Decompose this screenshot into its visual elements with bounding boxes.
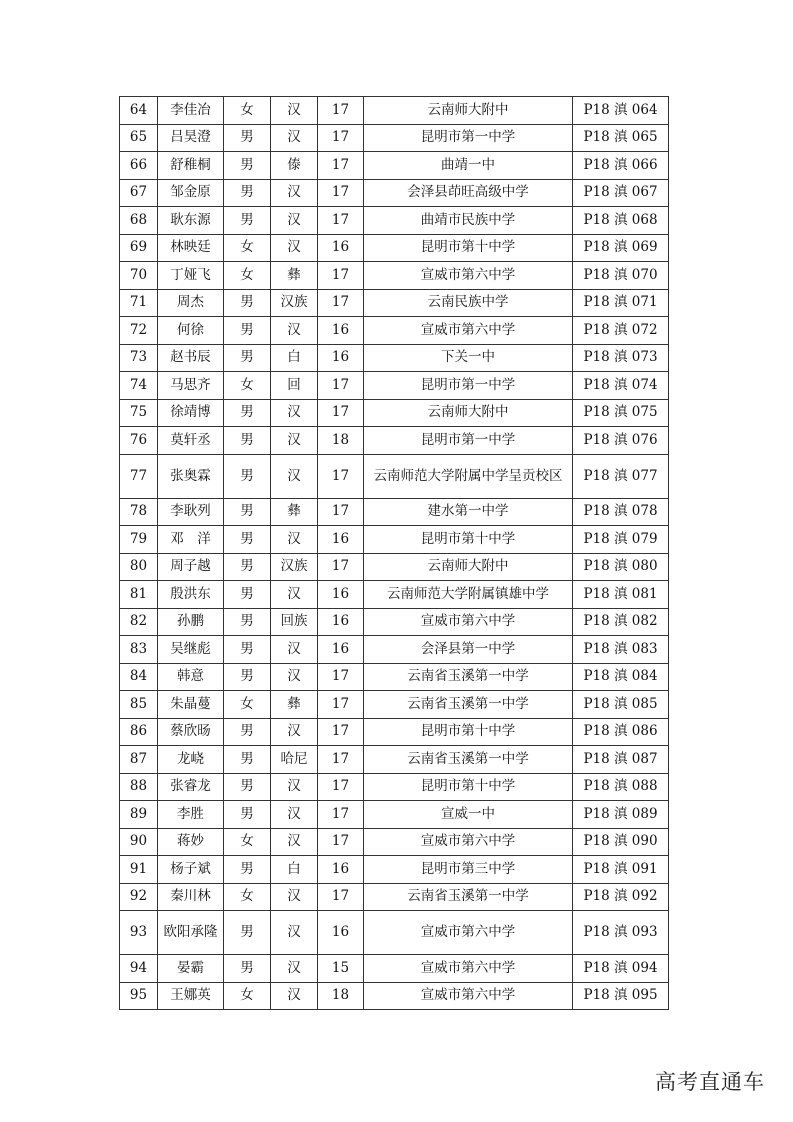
table-row (120, 454, 669, 498)
registration-id-cell: P18 滇 086 (573, 718, 669, 746)
age-cell: 16 (318, 344, 364, 372)
ethnicity-cell: 白 (271, 856, 318, 884)
school-cell: 宣威市第六中学 (364, 982, 573, 1010)
row-number-cell: 79 (120, 526, 158, 554)
age-cell: 17 (318, 262, 364, 290)
table-row (120, 97, 669, 125)
age-cell: 17 (318, 207, 364, 235)
sex-cell: 男 (224, 553, 271, 581)
table-row (120, 608, 669, 636)
student-name-cell: 蔡欣旸 (158, 718, 224, 746)
school-cell: 昆明市第十中学 (364, 234, 573, 262)
table-row (120, 911, 669, 955)
table-row (120, 262, 669, 290)
registration-id-cell: P18 滇 081 (573, 581, 669, 609)
ethnicity-cell: 汉 (271, 399, 318, 427)
student-name-cell: 舒稚桐 (158, 152, 224, 180)
registration-id-cell: P18 滇 091 (573, 856, 669, 884)
sex-cell: 男 (224, 746, 271, 774)
sex-cell: 男 (224, 856, 271, 884)
row-number-cell: 94 (120, 955, 158, 983)
registration-id-cell: P18 滇 087 (573, 746, 669, 774)
table-row (120, 399, 669, 427)
registration-id-cell: P18 滇 085 (573, 691, 669, 719)
school-cell: 宣威市第六中学 (364, 911, 573, 955)
registration-id-cell: P18 滇 071 (573, 289, 669, 317)
school-cell: 昆明市第十中学 (364, 773, 573, 801)
student-name-cell: 李耿列 (158, 498, 224, 526)
school-cell: 会泽县茚旺高级中学 (364, 179, 573, 207)
age-cell: 17 (318, 663, 364, 691)
ethnicity-cell: 汉族 (271, 289, 318, 317)
school-cell: 云南师大附中 (364, 553, 573, 581)
student-name-cell: 吕昊澄 (158, 124, 224, 152)
age-cell: 17 (318, 454, 364, 498)
ethnicity-cell: 汉 (271, 207, 318, 235)
age-cell: 15 (318, 955, 364, 983)
ethnicity-cell: 汉 (271, 718, 318, 746)
age-cell: 18 (318, 427, 364, 455)
ethnicity-cell: 汉 (271, 911, 318, 955)
sex-cell: 男 (224, 399, 271, 427)
school-cell: 昆明市第一中学 (364, 372, 573, 400)
sex-cell: 男 (224, 207, 271, 235)
school-cell: 云南民族中学 (364, 289, 573, 317)
ethnicity-cell: 汉 (271, 526, 318, 554)
student-name-cell: 李胜 (158, 801, 224, 829)
school-cell: 云南师范大学附属镇雄中学 (364, 581, 573, 609)
student-name-cell: 邹金原 (158, 179, 224, 207)
table-row (120, 718, 669, 746)
age-cell: 17 (318, 399, 364, 427)
registration-id-cell: P18 滇 074 (573, 372, 669, 400)
student-name-cell: 杨子斌 (158, 856, 224, 884)
row-number-cell: 65 (120, 124, 158, 152)
ethnicity-cell: 汉 (271, 663, 318, 691)
age-cell: 16 (318, 636, 364, 664)
table-row (120, 289, 669, 317)
registration-id-cell: P18 滇 089 (573, 801, 669, 829)
registration-id-cell: P18 滇 082 (573, 608, 669, 636)
sex-cell: 男 (224, 317, 271, 345)
school-cell: 宣威市第六中学 (364, 317, 573, 345)
student-name-cell: 欧阳承隆 (158, 911, 224, 955)
school-cell: 曲靖一中 (364, 152, 573, 180)
student-name-cell: 韩意 (158, 663, 224, 691)
age-cell: 16 (318, 911, 364, 955)
sex-cell: 男 (224, 454, 271, 498)
school-cell: 云南省玉溪第一中学 (364, 691, 573, 719)
table-row (120, 746, 669, 774)
registration-id-cell: P18 滇 067 (573, 179, 669, 207)
row-number-cell: 66 (120, 152, 158, 180)
age-cell: 17 (318, 746, 364, 774)
age-cell: 17 (318, 372, 364, 400)
age-cell: 17 (318, 553, 364, 581)
student-roster-table (119, 96, 669, 1010)
school-cell: 云南省玉溪第一中学 (364, 663, 573, 691)
ethnicity-cell: 汉族 (271, 553, 318, 581)
registration-id-cell: P18 滇 068 (573, 207, 669, 235)
row-number-cell: 72 (120, 317, 158, 345)
registration-id-cell: P18 滇 073 (573, 344, 669, 372)
ethnicity-cell: 汉 (271, 801, 318, 829)
ethnicity-cell: 哈尼 (271, 746, 318, 774)
registration-id-cell: P18 滇 064 (573, 97, 669, 125)
row-number-cell: 87 (120, 746, 158, 774)
school-cell: 云南省玉溪第一中学 (364, 746, 573, 774)
sex-cell: 女 (224, 372, 271, 400)
sex-cell: 男 (224, 124, 271, 152)
student-name-cell: 马思齐 (158, 372, 224, 400)
registration-id-cell: P18 滇 079 (573, 526, 669, 554)
table-row (120, 179, 669, 207)
ethnicity-cell: 汉 (271, 581, 318, 609)
ethnicity-cell: 汉 (271, 636, 318, 664)
table-row (120, 427, 669, 455)
school-cell: 云南省玉溪第一中学 (364, 883, 573, 911)
table-row (120, 663, 669, 691)
table-row (120, 152, 669, 180)
row-number-cell: 84 (120, 663, 158, 691)
student-name-cell: 何徐 (158, 317, 224, 345)
school-cell: 昆明市第十中学 (364, 526, 573, 554)
row-number-cell: 69 (120, 234, 158, 262)
registration-id-cell: P18 滇 084 (573, 663, 669, 691)
ethnicity-cell: 彝 (271, 691, 318, 719)
ethnicity-cell: 汉 (271, 427, 318, 455)
table-row (120, 124, 669, 152)
row-number-cell: 74 (120, 372, 158, 400)
age-cell: 16 (318, 317, 364, 345)
table-row (120, 317, 669, 345)
table-row (120, 344, 669, 372)
table-row (120, 828, 669, 856)
sex-cell: 女 (224, 97, 271, 125)
sex-cell: 男 (224, 801, 271, 829)
school-cell: 曲靖市民族中学 (364, 207, 573, 235)
age-cell: 18 (318, 982, 364, 1010)
age-cell: 17 (318, 179, 364, 207)
school-cell: 会泽县第一中学 (364, 636, 573, 664)
age-cell: 17 (318, 289, 364, 317)
sex-cell: 男 (224, 498, 271, 526)
sex-cell: 女 (224, 883, 271, 911)
school-cell: 昆明市第一中学 (364, 124, 573, 152)
ethnicity-cell: 汉 (271, 124, 318, 152)
age-cell: 17 (318, 773, 364, 801)
school-cell: 宣威市第六中学 (364, 828, 573, 856)
sex-cell: 男 (224, 955, 271, 983)
student-name-cell: 耿东源 (158, 207, 224, 235)
table-row (120, 526, 669, 554)
student-name-cell: 张睿龙 (158, 773, 224, 801)
sex-cell: 女 (224, 982, 271, 1010)
row-number-cell: 77 (120, 454, 158, 498)
ethnicity-cell: 傣 (271, 152, 318, 180)
ethnicity-cell: 汉 (271, 883, 318, 911)
school-cell: 昆明市第三中学 (364, 856, 573, 884)
school-cell: 昆明市第十中学 (364, 718, 573, 746)
registration-id-cell: P18 滇 090 (573, 828, 669, 856)
age-cell: 16 (318, 234, 364, 262)
ethnicity-cell: 汉 (271, 982, 318, 1010)
row-number-cell: 64 (120, 97, 158, 125)
row-number-cell: 68 (120, 207, 158, 235)
ethnicity-cell: 汉 (271, 234, 318, 262)
age-cell: 17 (318, 498, 364, 526)
school-cell: 宣威一中 (364, 801, 573, 829)
ethnicity-cell: 汉 (271, 828, 318, 856)
student-name-cell: 丁娅飞 (158, 262, 224, 290)
sex-cell: 男 (224, 526, 271, 554)
school-cell: 云南师大附中 (364, 97, 573, 125)
ethnicity-cell: 回族 (271, 608, 318, 636)
student-name-cell: 朱晶蔓 (158, 691, 224, 719)
table-row (120, 498, 669, 526)
student-name-cell: 秦川林 (158, 883, 224, 911)
sex-cell: 男 (224, 581, 271, 609)
row-number-cell: 89 (120, 801, 158, 829)
ethnicity-cell: 汉 (271, 317, 318, 345)
student-name-cell: 林映廷 (158, 234, 224, 262)
sex-cell: 男 (224, 289, 271, 317)
school-cell: 宣威市第六中学 (364, 608, 573, 636)
registration-id-cell: P18 滇 077 (573, 454, 669, 498)
table-row (120, 234, 669, 262)
table-row (120, 553, 669, 581)
registration-id-cell: P18 滇 078 (573, 498, 669, 526)
sex-cell: 男 (224, 663, 271, 691)
registration-id-cell: P18 滇 076 (573, 427, 669, 455)
age-cell: 17 (318, 883, 364, 911)
registration-id-cell: P18 滇 095 (573, 982, 669, 1010)
sex-cell: 男 (224, 773, 271, 801)
table-row (120, 581, 669, 609)
age-cell: 17 (318, 152, 364, 180)
ethnicity-cell: 汉 (271, 179, 318, 207)
row-number-cell: 80 (120, 553, 158, 581)
student-name-cell: 莫轩丞 (158, 427, 224, 455)
row-number-cell: 70 (120, 262, 158, 290)
student-name-cell: 邓 洋 (158, 526, 224, 554)
sex-cell: 男 (224, 427, 271, 455)
student-name-cell: 蒋妙 (158, 828, 224, 856)
age-cell: 17 (318, 97, 364, 125)
table-row (120, 691, 669, 719)
student-name-cell: 殷洪东 (158, 581, 224, 609)
registration-id-cell: P18 滇 069 (573, 234, 669, 262)
registration-id-cell: P18 滇 070 (573, 262, 669, 290)
table-row (120, 801, 669, 829)
age-cell: 17 (318, 124, 364, 152)
row-number-cell: 91 (120, 856, 158, 884)
ethnicity-cell: 汉 (271, 773, 318, 801)
table-row (120, 636, 669, 664)
age-cell: 16 (318, 856, 364, 884)
registration-id-cell: P18 滇 093 (573, 911, 669, 955)
registration-id-cell: P18 滇 094 (573, 955, 669, 983)
table-row (120, 372, 669, 400)
sex-cell: 女 (224, 828, 271, 856)
ethnicity-cell: 汉 (271, 454, 318, 498)
row-number-cell: 81 (120, 581, 158, 609)
table-row (120, 207, 669, 235)
sex-cell: 女 (224, 691, 271, 719)
row-number-cell: 92 (120, 883, 158, 911)
roster-body (120, 97, 669, 1010)
ethnicity-cell: 彝 (271, 262, 318, 290)
registration-id-cell: P18 滇 088 (573, 773, 669, 801)
ethnicity-cell: 回 (271, 372, 318, 400)
table-row (120, 856, 669, 884)
table-row (120, 883, 669, 911)
row-number-cell: 88 (120, 773, 158, 801)
ethnicity-cell: 汉 (271, 97, 318, 125)
sex-cell: 男 (224, 152, 271, 180)
registration-id-cell: P18 滇 075 (573, 399, 669, 427)
age-cell: 16 (318, 581, 364, 609)
student-name-cell: 龙峣 (158, 746, 224, 774)
row-number-cell: 71 (120, 289, 158, 317)
age-cell: 17 (318, 691, 364, 719)
student-name-cell: 周子越 (158, 553, 224, 581)
student-name-cell: 周杰 (158, 289, 224, 317)
student-name-cell: 孙鹏 (158, 608, 224, 636)
age-cell: 17 (318, 828, 364, 856)
school-cell: 云南师范大学附属中学呈贡校区 (364, 454, 573, 498)
row-number-cell: 75 (120, 399, 158, 427)
student-name-cell: 徐靖博 (158, 399, 224, 427)
ethnicity-cell: 白 (271, 344, 318, 372)
row-number-cell: 78 (120, 498, 158, 526)
school-cell: 建水第一中学 (364, 498, 573, 526)
school-cell: 宣威市第六中学 (364, 262, 573, 290)
registration-id-cell: P18 滇 092 (573, 883, 669, 911)
age-cell: 16 (318, 526, 364, 554)
sex-cell: 男 (224, 179, 271, 207)
school-cell: 宣威市第六中学 (364, 955, 573, 983)
student-name-cell: 吴继彪 (158, 636, 224, 664)
row-number-cell: 83 (120, 636, 158, 664)
sex-cell: 男 (224, 911, 271, 955)
age-cell: 17 (318, 718, 364, 746)
sex-cell: 男 (224, 636, 271, 664)
registration-id-cell: P18 滇 072 (573, 317, 669, 345)
row-number-cell: 86 (120, 718, 158, 746)
table-row (120, 955, 669, 983)
row-number-cell: 85 (120, 691, 158, 719)
student-name-cell: 王娜英 (158, 982, 224, 1010)
row-number-cell: 73 (120, 344, 158, 372)
registration-id-cell: P18 滇 083 (573, 636, 669, 664)
ethnicity-cell: 汉 (271, 955, 318, 983)
row-number-cell: 93 (120, 911, 158, 955)
age-cell: 17 (318, 801, 364, 829)
row-number-cell: 95 (120, 982, 158, 1010)
school-cell: 云南师大附中 (364, 399, 573, 427)
row-number-cell: 90 (120, 828, 158, 856)
row-number-cell: 82 (120, 608, 158, 636)
school-cell: 昆明市第一中学 (364, 427, 573, 455)
row-number-cell: 76 (120, 427, 158, 455)
school-cell: 下关一中 (364, 344, 573, 372)
registration-id-cell: P18 滇 065 (573, 124, 669, 152)
sex-cell: 女 (224, 262, 271, 290)
table-row (120, 773, 669, 801)
ethnicity-cell: 彝 (271, 498, 318, 526)
registration-id-cell: P18 滇 066 (573, 152, 669, 180)
age-cell: 16 (318, 608, 364, 636)
sex-cell: 男 (224, 718, 271, 746)
student-name-cell: 李佳冶 (158, 97, 224, 125)
table-row (120, 982, 669, 1010)
sex-cell: 男 (224, 344, 271, 372)
student-name-cell: 张奥霖 (158, 454, 224, 498)
row-number-cell: 67 (120, 179, 158, 207)
sex-cell: 男 (224, 608, 271, 636)
registration-id-cell: P18 滇 080 (573, 553, 669, 581)
student-name-cell: 赵书辰 (158, 344, 224, 372)
watermark-text: 高考直通车 (655, 1070, 765, 1094)
student-name-cell: 晏霸 (158, 955, 224, 983)
sex-cell: 女 (224, 234, 271, 262)
